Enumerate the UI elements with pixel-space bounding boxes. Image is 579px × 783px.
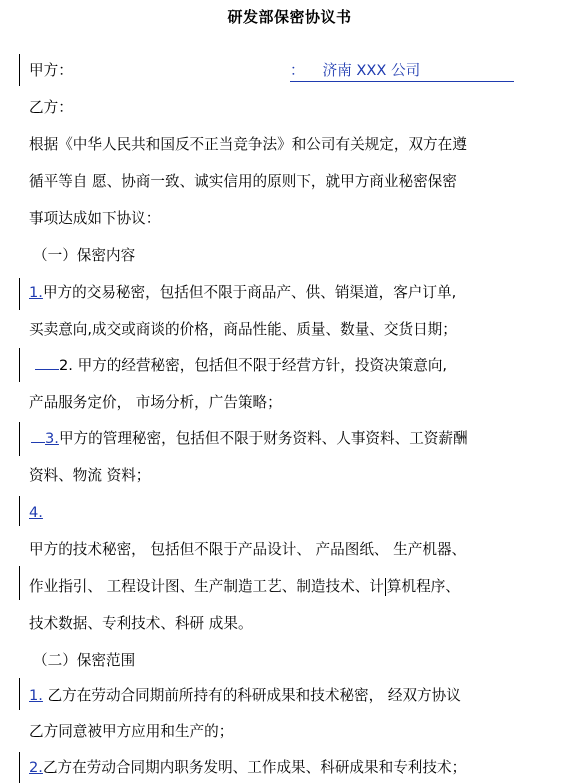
section-1-item-4-number: 4.	[29, 504, 43, 521]
intro-line-2: 循平等自 愿、协商一致、诚实信用的原则下，就甲方商业秘密保密	[29, 173, 457, 190]
section-1-item-1-line-2: 买卖意向,成交或商谈的价格，商品性能、质量、数量、交货日期；	[29, 321, 457, 338]
section-1-item-2-line-1	[29, 356, 573, 376]
section-1-item-1-number: 1.	[29, 284, 43, 301]
section-1-item-2-text: 甲方的经营秘密，包括但不限于经营方针，投资决策意向,	[72, 357, 448, 374]
section-2-item-2-text: 乙方在劳动合同期内职务发明、工作成果、科研成果和专利技术；	[42, 759, 467, 776]
section-1-item-4-line-2-part-a: 作业指引、 工程设计图、生产制造工艺、制造技术、计	[29, 578, 384, 595]
party-a-company: 济南 XXX 公司	[322, 62, 421, 79]
section-1-item-4-line-3: 技术数据、专利技术、科研 成果。	[29, 615, 253, 632]
item-2-underline	[35, 369, 59, 370]
change-bar	[19, 422, 20, 456]
party-a-company-field[interactable]	[290, 61, 514, 82]
change-bar	[19, 54, 20, 86]
section-1-item-4-line-2	[29, 577, 573, 597]
change-bar	[19, 752, 20, 783]
text-cursor	[385, 578, 386, 596]
section-2-item-1-number: 1.	[29, 687, 43, 704]
change-bar	[19, 278, 20, 310]
section-2-item-1-line-2: 乙方同意被甲方应用和生产的；	[29, 723, 234, 740]
section-1-item-1-text: 甲方的交易秘密，包括但不限于商品产、供、销渠道，客户订单,	[42, 284, 457, 301]
section-1-item-3-line-1	[29, 429, 573, 449]
section-2-item-1-text: 乙方在劳动合同期前所持有的科研成果和技术秘密， 经双方协议	[42, 687, 461, 704]
section-1-item-4-line-2-part-b: 算机程序、	[386, 578, 460, 595]
section-1-item-4-line-1: 甲方的技术秘密， 包括但不限于产品设计、 产品图纸、 生产机器、	[29, 541, 467, 558]
change-bar	[19, 348, 20, 382]
item-3-underline	[31, 442, 45, 443]
section-1-item-1-line-1	[29, 283, 573, 303]
section-2-item-1-line-1	[29, 686, 573, 706]
section-1-item-2-line-2: 产品服务定价， 市场分析，广告策略；	[29, 394, 282, 411]
section-1-heading: （一）保密内容	[33, 247, 136, 264]
section-1-item-3-line-2: 资料、物流 资料；	[29, 467, 151, 484]
party-a-label: 甲方：	[29, 62, 73, 79]
party-b-label: 乙方：	[29, 99, 73, 116]
change-bar	[19, 496, 20, 526]
section-1-item-3-text: 甲方的管理秘密，包括但不限于财务资料、人事资料、工资薪酬	[58, 430, 468, 447]
intro-line-1: 根据《中华人民共和国反不正当竞争法》和公司有关规定，双方在遵	[29, 136, 467, 153]
party-a-colon: ：	[290, 62, 305, 79]
section-1-item-2-number: 2.	[59, 357, 73, 374]
intro-line-3: 事项达成如下协议：	[29, 210, 161, 227]
section-2-item-2-line-1	[29, 758, 573, 778]
change-bar	[19, 678, 20, 710]
section-1-item-4-number-line	[29, 503, 573, 523]
change-bar	[19, 566, 20, 600]
section-1-item-3-number: 3.	[45, 430, 59, 447]
section-2-heading: （二）保密范围	[33, 652, 136, 669]
section-2-item-2-number: 2.	[29, 759, 43, 776]
document-title: 研发部保密协议书	[227, 8, 352, 26]
